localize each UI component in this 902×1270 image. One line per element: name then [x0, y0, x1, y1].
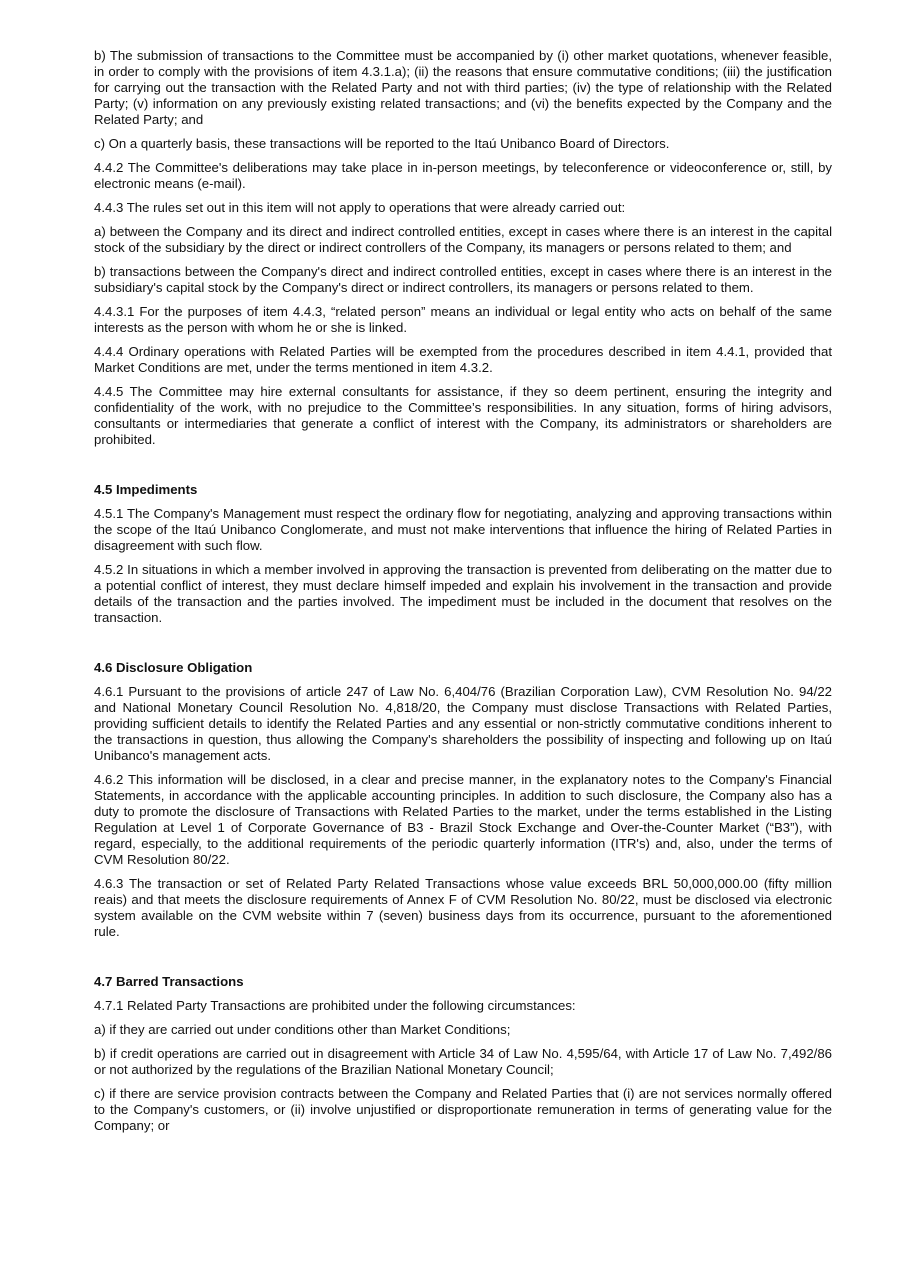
paragraph-4-7-1-a: a) if they are carried out under conditions other than Market Conditions;	[94, 1022, 511, 1037]
paragraph-4-5-1: 4.5.1 The Company's Management must respect the ordinary flow for negotiating, analyzing and approving transactions within the scope of the Itaú Unibanco Conglomerate, and must not make interventions that influence the hiring of Related Parties in disagreement with such flow.	[94, 506, 832, 553]
document-page	[94, 48, 832, 1142]
paragraph-4-4-2: 4.4.2 The Committee's deliberations may take place in in-person meetings, by teleconference or videoconference or, still, by electronic means (e-mail).	[94, 160, 832, 191]
section-heading-barred-transactions: 4.7 Barred Transactions	[94, 974, 244, 989]
paragraph-4-6-1: 4.6.1 Pursuant to the provisions of article 247 of Law No. 6,404/76 (Brazilian Corporation Law), CVM Resolution No. 94/22 and National Monetary Council Resolution No. 4,818/20, the Company must disclose Transactions with Related Parties, providing sufficient details to identify the Related Parties and any essential or non-strictly commutative conditions inherent to the transactions in question, thus allowing the Company's shareholders the possibility of inspecting and following up on Itaú Unibanco's management acts.	[94, 684, 832, 763]
paragraph-4-6-2: 4.6.2 This information will be disclosed, in a clear and precise manner, in the explanatory notes to the Company's Financial Statements, in accordance with the applicable accounting principles. In addition to such disclosure, the Company also has a duty to promote the disclosure of Transactions with Related Parties to the market, under the terms established in the Listing Regulation at Level 1 of Corporate Governance of B3 - Brazil Stock Exchange and Over-the-Counter Market (“B3”), with regard, especially, to the additional requirements of the periodic quarterly information (ITR's) and, also, under the terms of CVM Resolution 80/22.	[94, 772, 832, 867]
paragraph-4-4-3-1: 4.4.3.1 For the purposes of item 4.4.3, “related person” means an individual or legal entity who acts on behalf of the same interests as the person with whom he or she is linked.	[94, 304, 832, 335]
paragraph-4-5-2: 4.5.2 In situations in which a member involved in approving the transaction is prevented from deliberating on the matter due to a potential conflict of interest, they must declare himself impeded and explain his involvement in the transaction and provide details of the transaction and the parties involved. The impediment must be included in the document that resolves on the transaction.	[94, 562, 832, 625]
section-heading-impediments: 4.5 Impediments	[94, 482, 198, 497]
paragraph-4-4-3-a: a) between the Company and its direct and indirect controlled entities, except in cases where there is an interest in the capital stock of the subsidiary by the direct or indirect controllers of the Company, its managers or persons related to them; and	[94, 224, 832, 255]
paragraph-4-7-1-c: c) if there are service provision contracts between the Company and Related Parties that (i) are not services normally offered to the Company's customers, or (ii) involve unjustified or disproportionate remuneration in terms of generating value for the Company; or	[94, 1086, 832, 1133]
paragraph-4-4-5: 4.4.5 The Committee may hire external consultants for assistance, if they so deem pertinent, ensuring the integrity and confidentiality of the work, with no prejudice to the Committee’s responsibilities. In any situation, forms of hiring advisors, consultants or intermediaries that generate a conflict of interest with the Company, its administrators or shareholders are prohibited.	[94, 384, 832, 447]
paragraph-4-4-3-b: b) transactions between the Company's direct and indirect controlled entities, except in cases where there is an interest in the subsidiary's capital stock by the Company's direct or indirect controllers, its managers or persons related to them.	[94, 264, 832, 295]
section-heading-disclosure-obligation: 4.6 Disclosure Obligation	[94, 660, 253, 675]
paragraph-4-4-1-c: c) On a quarterly basis, these transactions will be reported to the Itaú Unibanco Board of Directors.	[94, 136, 670, 151]
paragraph-4-4-3: 4.4.3 The rules set out in this item will not apply to operations that were already carried out:	[94, 200, 626, 215]
paragraph-4-7-1-b: b) if credit operations are carried out in disagreement with Article 34 of Law No. 4,595/64, with Article 17 of Law No. 7,492/86 or not authorized by the regulations of the Brazilian National Monetary Council;	[94, 1046, 832, 1077]
paragraph-4-4-4: 4.4.4 Ordinary operations with Related Parties will be exempted from the procedures described in item 4.4.1, provided that Market Conditions are met, under the terms mentioned in item 4.3.2.	[94, 344, 832, 375]
paragraph-4-7-1: 4.7.1 Related Party Transactions are prohibited under the following circumstances:	[94, 998, 576, 1013]
paragraph-4-6-3: 4.6.3 The transaction or set of Related Party Related Transactions whose value exceeds BRL 50,000,000.00 (fifty million reais) and that meets the disclosure requirements of Annex F of CVM Resolution No. 80/22, must be disclosed via electronic system available on the CVM website within 7 (seven) business days from its occurrence, pursuant to the aforementioned rule.	[94, 876, 832, 939]
paragraph-4-4-1-b: b) The submission of transactions to the Committee must be accompanied by (i) other market quotations, whenever feasible, in order to comply with the provisions of item 4.3.1.a); (ii) the reasons that ensure commutative conditions; (iii) the justification for carrying out the transaction with the Related Party and not with third parties; (iv) the type of relationship with the Related Party; (v) information on any previously existing related transactions; and (vi) the benefits expected by the Company and the Related Party; and	[94, 48, 832, 127]
